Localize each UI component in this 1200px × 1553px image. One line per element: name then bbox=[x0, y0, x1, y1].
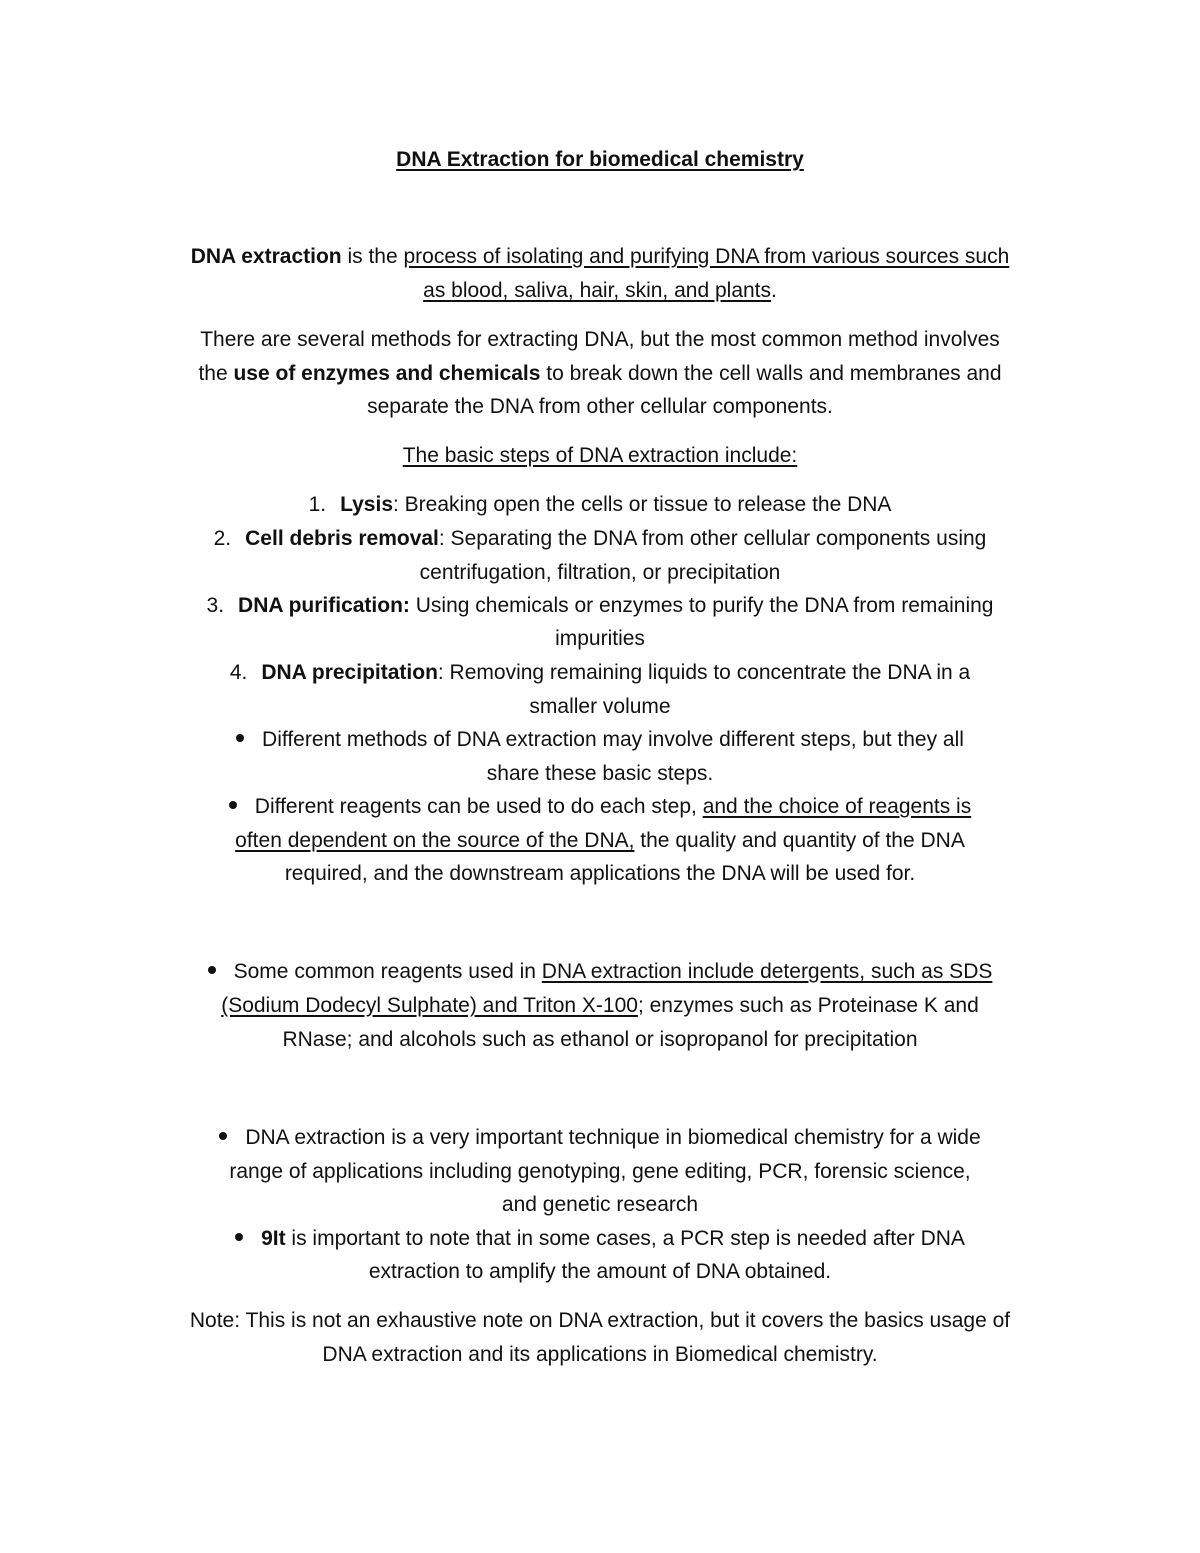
intro-line-1: DNA extraction is the process of isolating and purifying DNA from various sources such bbox=[190, 245, 1010, 268]
bullet-item-importance-cont-2: and genetic research bbox=[501, 1193, 699, 1216]
bullet-item-common-reagents: Some common reagents used in DNA extraction include detergents, such as SDS bbox=[0, 958, 1200, 986]
step-item-cell-debris-removal-cont: centrifugation, filtration, or precipitation bbox=[419, 561, 781, 584]
bullet-item-pcr-note-cont: extraction to amplify the amount of DNA obtained. bbox=[368, 1260, 832, 1283]
document-title: DNA Extraction for biomedical chemistry bbox=[396, 148, 804, 171]
bullet-item-reagents-choice-cont-2: required, and the downstream applications the DNA will be used for. bbox=[284, 862, 916, 885]
bullet-item-importance-cont-1: range of applications including genotyping, gene editing, PCR, forensic science, bbox=[229, 1160, 971, 1183]
bullet-icon bbox=[236, 734, 244, 742]
methods-line-3: separate the DNA from other cellular components. bbox=[367, 395, 833, 418]
methods-line-1: There are several methods for extracting DNA, but the most common method involves bbox=[200, 328, 1000, 351]
methods-line-2: the use of enzymes and chemicals to break down the cell walls and membranes and bbox=[198, 362, 1002, 385]
intro-line-2: as blood, saliva, hair, skin, and plants. bbox=[423, 279, 777, 302]
step-item-cell-debris-removal: 2. Cell debris removal: Separating the DNA from other cellular components using bbox=[213, 527, 987, 550]
step-item-dna-purification: 3. DNA purification: Using chemicals or enzymes to purify the DNA from remaining bbox=[206, 594, 994, 617]
step-number: 2. bbox=[213, 527, 232, 550]
step-item-dna-precipitation: 4. DNA precipitation: Removing remaining liquids to concentrate the DNA in a bbox=[229, 661, 971, 684]
steps-heading: The basic steps of DNA extraction include: bbox=[402, 444, 798, 467]
bullet-item-reagents-choice-cont-1: often dependent on the source of the DNA, the quality and quantity of the DNA bbox=[235, 829, 965, 852]
closing-note-line-2: DNA extraction and its applications in Biomedical chemistry. bbox=[322, 1343, 878, 1366]
step-item-dna-purification-cont: impurities bbox=[555, 627, 645, 650]
bullet-item-importance: DNA extraction is a very important technique in biomedical chemistry for a wide bbox=[0, 1124, 1200, 1152]
bullet-icon bbox=[219, 1132, 227, 1140]
bullet-item-pcr-note: 9It is important to note that in some cases, a PCR step is needed after DNA bbox=[0, 1225, 1200, 1253]
closing-note-line-1: Note: This is not an exhaustive note on DNA extraction, but it covers the basics usage of bbox=[189, 1309, 1011, 1332]
step-item-lysis: 1. Lysis: Breaking open the cells or tissue to release the DNA bbox=[308, 493, 892, 516]
step-number: 3. bbox=[206, 594, 225, 617]
bullet-item-methods: Different methods of DNA extraction may involve different steps, but they all bbox=[0, 726, 1200, 754]
bullet-item-common-reagents-cont-2: RNase; and alcohols such as ethanol or isopropanol for precipitation bbox=[282, 1028, 918, 1051]
step-item-dna-precipitation-cont: smaller volume bbox=[529, 695, 671, 718]
bullet-icon bbox=[208, 966, 216, 974]
bullet-item-common-reagents-cont-1: (Sodium Dodecyl Sulphate) and Triton X-100; enzymes such as Proteinase K and bbox=[221, 994, 979, 1017]
step-number: 4. bbox=[229, 661, 248, 684]
bullet-item-reagents-choice: Different reagents can be used to do each step, and the choice of reagents is bbox=[0, 793, 1200, 821]
bullet-icon bbox=[235, 1233, 243, 1241]
step-number: 1. bbox=[308, 493, 327, 516]
bullet-item-methods-cont: share these basic steps. bbox=[486, 762, 714, 785]
bullet-icon bbox=[229, 801, 237, 809]
